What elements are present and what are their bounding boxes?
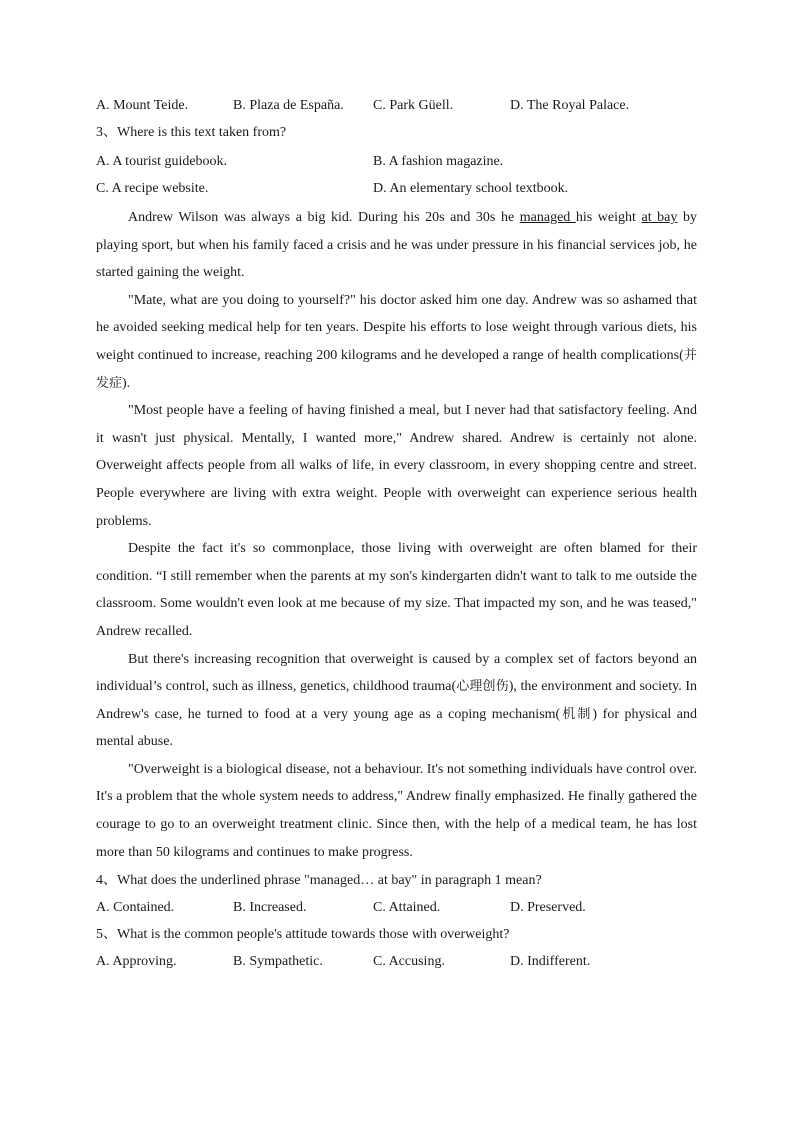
gloss-trauma: 心理创伤 bbox=[456, 679, 509, 695]
passage-paragraph-4: Despite the fact it's so commonplace, those living with overweight are often blamed for their condition. “I still remember when the parents at my son's kindergarten didn't want to talk to me outside the classroom. Some wouldn't even look at me because of my size. That impacted my son, and he was teased," Andrew recalled. bbox=[96, 541, 697, 639]
q5-option-d: D. Indifferent. bbox=[510, 954, 591, 970]
q4-option-b: B. Increased. bbox=[233, 900, 307, 916]
q4-option-c: C. Attained. bbox=[373, 900, 441, 916]
underlined-managed: managed bbox=[519, 210, 576, 225]
passage-paragraph-1: Andrew Wilson was always a big kid. During his 20s and 30s he managed his weight at bay by playing sport, but when his family faced a crisis and he was under pressure in his financial services job, he started gaining the weight. bbox=[96, 210, 697, 281]
q2-option-d: D. The Royal Palace. bbox=[510, 98, 630, 113]
passage-paragraph-3: "Most people have a feeling of having finished a meal, but I never had that satisfactory feeling. And it wasn't just physical. Mentally, I wanted more," Andrew shared. Andrew is certainly not alone. Overweight affects people from all walks of life, in every classroom, in every shopping centre and street. People everywhere are living with extra weight. People with overweight can experience serious health problems. bbox=[96, 403, 697, 529]
q4-option-d: D. Preserved. bbox=[510, 900, 586, 916]
passage-paragraph-5: But there's increasing recognition that overweight is caused by a complex set of factors beyond an individual’s control, such as illness, genetics, childhood trauma(心理创伤), the environment and society. In Andrew's case, he turned to food at a very young age as a coping mechanism(机制) for physical and mental abuse. bbox=[96, 651, 697, 750]
gloss-complications: 并发症 bbox=[96, 347, 697, 391]
q3-question: 3、Where is this text taken from? bbox=[96, 125, 287, 140]
q5-option-b: B. Sympathetic. bbox=[233, 954, 323, 970]
q3-option-c: C. A recipe website. bbox=[96, 181, 209, 196]
q3-option-a: A. A tourist guidebook. bbox=[96, 154, 228, 169]
q3-option-d: D. An elementary school textbook. bbox=[373, 181, 569, 196]
q4-option-a: A. Contained. bbox=[96, 900, 175, 916]
passage-paragraph-2: "Mate, what are you doing to yourself?" his doctor asked him one day. Andrew was so ashamed that he avoided seeking medical help for ten years. Despite his efforts to lose weight through various diets, his weight continued to increase, reaching 200 kilograms and he developed a range of health complications(并发症). bbox=[96, 292, 697, 391]
q2-option-b: B. Plaza de España. bbox=[233, 98, 344, 113]
q2-option-a: A. Mount Teide. bbox=[96, 98, 189, 113]
q5-options bbox=[96, 950, 697, 974]
exam-page bbox=[96, 94, 697, 974]
q3-option-b: B. A fashion magazine. bbox=[373, 154, 504, 169]
q2-options bbox=[96, 94, 697, 118]
q3-options-row1 bbox=[96, 148, 697, 175]
q5-question: 5、What is the common people's attitude towards those with overweight? bbox=[96, 927, 510, 943]
q4-options bbox=[96, 896, 697, 920]
q4-question: 4、What does the underlined phrase "managed… at bay" in paragraph 1 mean? bbox=[96, 873, 542, 889]
q5-option-c: C. Accusing. bbox=[373, 954, 445, 970]
passage-paragraph-6: "Overweight is a biological disease, not a behaviour. It's not something individuals have control over. It's a problem that the whole system needs to address," Andrew finally emphasized. He finally gathered the courage to go to an overweight treatment clinic. Since then, with the help of a medical team, he has lost more than 50 kilograms and continues to make progress. bbox=[96, 761, 697, 860]
gloss-mechanism: 机制 bbox=[560, 706, 593, 722]
q5-option-a: A. Approving. bbox=[96, 954, 177, 970]
underlined-at-bay: at bay bbox=[641, 210, 678, 225]
q3-options-row2 bbox=[96, 175, 697, 202]
q2-option-c: C. Park Güell. bbox=[373, 98, 454, 113]
